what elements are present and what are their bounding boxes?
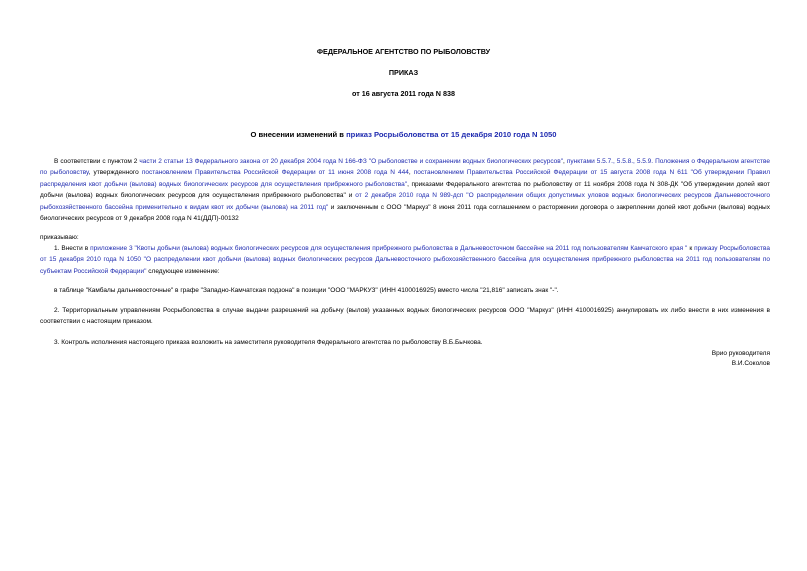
doc-type-heading: ПРИКАЗ	[388, 68, 419, 77]
item-1-text: 1. Внести в	[54, 245, 91, 252]
resolution-444-link[interactable]: постановлением Правительства Российской Федерации от 11 июня 2008 года N 444	[141, 169, 409, 177]
document-title	[0, 130, 807, 139]
signature-name: В.И.Соколов	[731, 360, 770, 367]
agency-heading: ФЕДЕРАЛЬНОЕ АГЕНТСТВО ПО РЫБОЛОВСТВУ	[316, 47, 491, 56]
item-1-text: к	[687, 245, 695, 252]
item-2-paragraph: 2. Территориальным управлениям Росрыболовства в случае выдачи разрешений на добычу (вылов) указанных водных биологических ресурсов ООО "Маркуз" (ИНН 4100016925) аннулировать их либо внести в них изменения в соответствии с настоящим приказом.	[40, 307, 770, 326]
resolution-611-link[interactable]: постановлением Правительства Российской Федерации от 15 августа 2008 года N 611 "Об утверждении Правил распределения квот добычи (вылова) водных биологических ресурсов для осуществления прибрежного рыболовства"	[40, 169, 771, 188]
preamble-text: ,	[563, 158, 567, 165]
order-word: приказываю:	[40, 234, 79, 241]
order-989-link[interactable]: от 2 декабря 2010 года N 989-дсп "О распределении общих допустимых уловов водных биологических ресурсов Дальневосточного рыбохозяйственного бассейна применительно к видам квот их добычи (вылова) на 2011 год"	[40, 192, 770, 211]
preamble-paragraph	[40, 156, 770, 224]
preamble-text: , утвержденного	[88, 169, 142, 177]
doc-date-number: от 16 августа 2011 года N 838	[352, 89, 455, 98]
item-1-paragraph	[40, 243, 770, 277]
item-3-paragraph: 3. Контроль исполнения настоящего приказа возложить на заместителя руководителя Федерального агентства по рыболовству В.Б.Бычкова.	[54, 339, 483, 346]
title-link[interactable]: приказ Росрыболовства от 15 декабря 2010 года N 1050	[346, 130, 557, 139]
preamble-text: и заключенным с ООО "Маркуз" 8 июня 2011 года соглашением о расторжении договора о закреплении долей квот добычи (вылова) водных биологических ресурсов от 9 декабря 2008 года N 41(ДДП)-00132	[40, 203, 770, 223]
title-prefix: О внесении изменений в	[250, 130, 347, 139]
preamble-text: ,	[408, 169, 414, 177]
regulation-link[interactable]: пунктами 5.5.7., 5.5.8., 5.5.9. Положения о Федеральном агентстве по рыболовству	[40, 158, 770, 177]
preamble-text: В соответствии с пунктом 2	[54, 158, 140, 165]
change-paragraph: в таблице "Камбалы дальневосточные" в графе "Западно-Камчатская подзона" в позиции "ООО "МАРКУЗ" (ИНН 4100016925) вместо числа "21,816" записать знак "-".	[54, 287, 559, 294]
order-1050-link[interactable]: приказу Росрыболовства от 15 декабря 2010 года N 1050 "О распределении квот добычи (вылова) водных биологических ресурсов Дальневосточного рыбохозяйственного бассейна для осуществления прибрежного рыболовства на 2011 год пользователям по субъектам Российской Федерации"	[40, 245, 770, 275]
signature-position: Врио руководителя	[711, 350, 770, 357]
item-1-text: следующее изменение:	[146, 267, 220, 275]
law-link[interactable]: части 2 статьи 13 Федерального закона от 20 декабря 2004 года N 166-ФЗ "О рыболовстве и сохранении водных биологических ресурсов"	[139, 158, 564, 165]
preamble-text: , приказами Федерального агентства по рыболовству от 11 ноября 2008 года N 308-ДК "Об утверждении долей квот добычи (вылова) водных биологических ресурсов для осуществления прибрежного рыболовства" и	[40, 180, 770, 200]
appendix-3-link[interactable]: приложение 3 "Квоты добычи (вылова) водных биологических ресурсов для осуществления прибрежного рыболовства в Дальневосточном бассейне на 2011 год пользователям Камчатского края "	[90, 245, 688, 252]
